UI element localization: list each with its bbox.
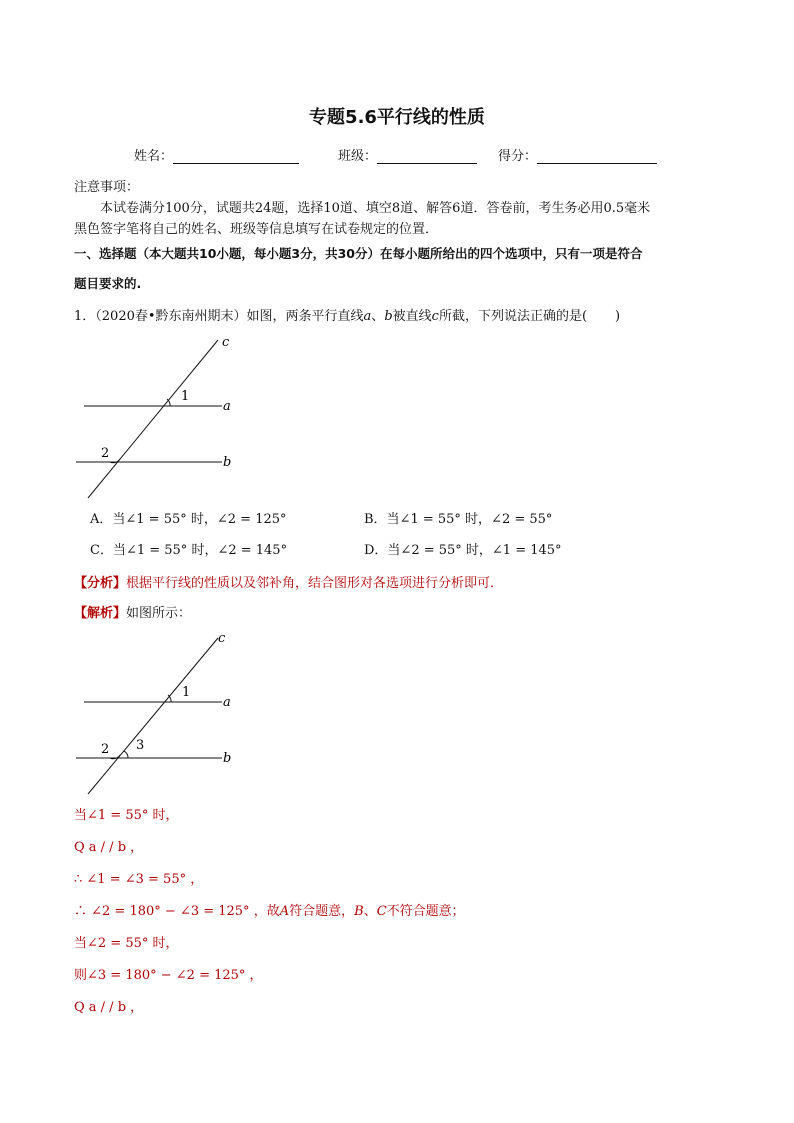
score-field [498, 145, 657, 164]
solution-line-1: 当∠1 = 55° 时， [74, 808, 179, 823]
solution-line-6: 则∠3 = 180° − ∠2 = 125° ， [74, 968, 263, 983]
line-c [88, 638, 218, 794]
class-label: 班级： [338, 149, 378, 164]
section-1-line-2: 题目要求的. [74, 276, 142, 291]
option-b[interactable]: B．当∠1 = 55° 时，∠2 = 55° [364, 512, 553, 527]
solution-tag: 【解析】 [74, 606, 127, 621]
class-blank[interactable] [377, 149, 477, 164]
class-field [338, 145, 477, 164]
angle-1-arc [167, 399, 170, 406]
label-angle-1: 1 [182, 685, 191, 700]
score-blank[interactable] [537, 149, 657, 164]
option-a[interactable]: A．当∠1 = 55° 时，∠2 = 125° [90, 512, 287, 527]
label-b: b [223, 455, 232, 470]
label-b: b [223, 751, 232, 766]
section-1-line-1: 一、选择题（本大题共10小题，每小题3分，共30分）在每小题所给出的四个选项中，只有一项是符合 [74, 246, 643, 261]
option-c[interactable]: C．当∠1 = 55° 时，∠2 = 145° [90, 543, 288, 558]
question-1-stem: 1．（2020春•黔东南州期末）如图，两条平行直线a、b被直线c所截，下列说法正确的是( ) [74, 309, 621, 324]
solution-line-3: ∴ ∠1 = ∠3 = 55° ， [74, 872, 204, 887]
name-label: 姓名： [134, 149, 174, 164]
figure-2-parallel-lines [70, 630, 250, 798]
score-label: 得分： [498, 149, 538, 164]
notes-heading: 注意事项： [74, 180, 140, 195]
label-c: c [218, 631, 226, 646]
label-angle-2: 2 [101, 742, 110, 757]
label-angle-2: 2 [101, 446, 110, 461]
name-field [134, 145, 299, 164]
solution-line-5: 当∠2 = 55° 时， [74, 936, 179, 951]
label-angle-3: 3 [136, 738, 145, 753]
analysis-line: 【分析】根据平行线的性质以及邻补角，结合图形对各选项进行分析即可． [74, 576, 504, 591]
page-title: 专题5.6平行线的性质 [309, 107, 485, 128]
angle-3-arc [124, 751, 128, 758]
name-blank[interactable] [173, 149, 299, 164]
label-a: a [223, 695, 231, 710]
label-angle-1: 1 [181, 389, 190, 404]
angle-1-arc [168, 695, 171, 702]
label-a: a [223, 399, 231, 414]
label-c: c [222, 335, 230, 350]
solution-line-4: ∴ ∠2 = 180° − ∠3 = 125° ，故A符合题意，B、C不符合题意； [74, 904, 465, 919]
line-c [88, 340, 218, 498]
notes-line-2: 黑色签字笔将自己的姓名、班级等信息填写在试卷规定的位置． [74, 222, 439, 237]
solution-line-7: Q a / / b ， [74, 1000, 144, 1015]
notes-line-1: 本试卷满分100分，试题共24题，选择10道、填空8道、解答6道．答卷前，考生务必用0.5毫米 [100, 201, 651, 216]
option-d[interactable]: D．当∠2 = 55° 时，∠1 = 145° [364, 543, 562, 558]
analysis-tag: 【分析】 [74, 576, 127, 591]
figure-1-parallel-lines [70, 332, 250, 504]
solution-line-2: Q a / / b ， [74, 840, 144, 855]
solution-intro-line: 【解析】如图所示： [74, 606, 192, 621]
